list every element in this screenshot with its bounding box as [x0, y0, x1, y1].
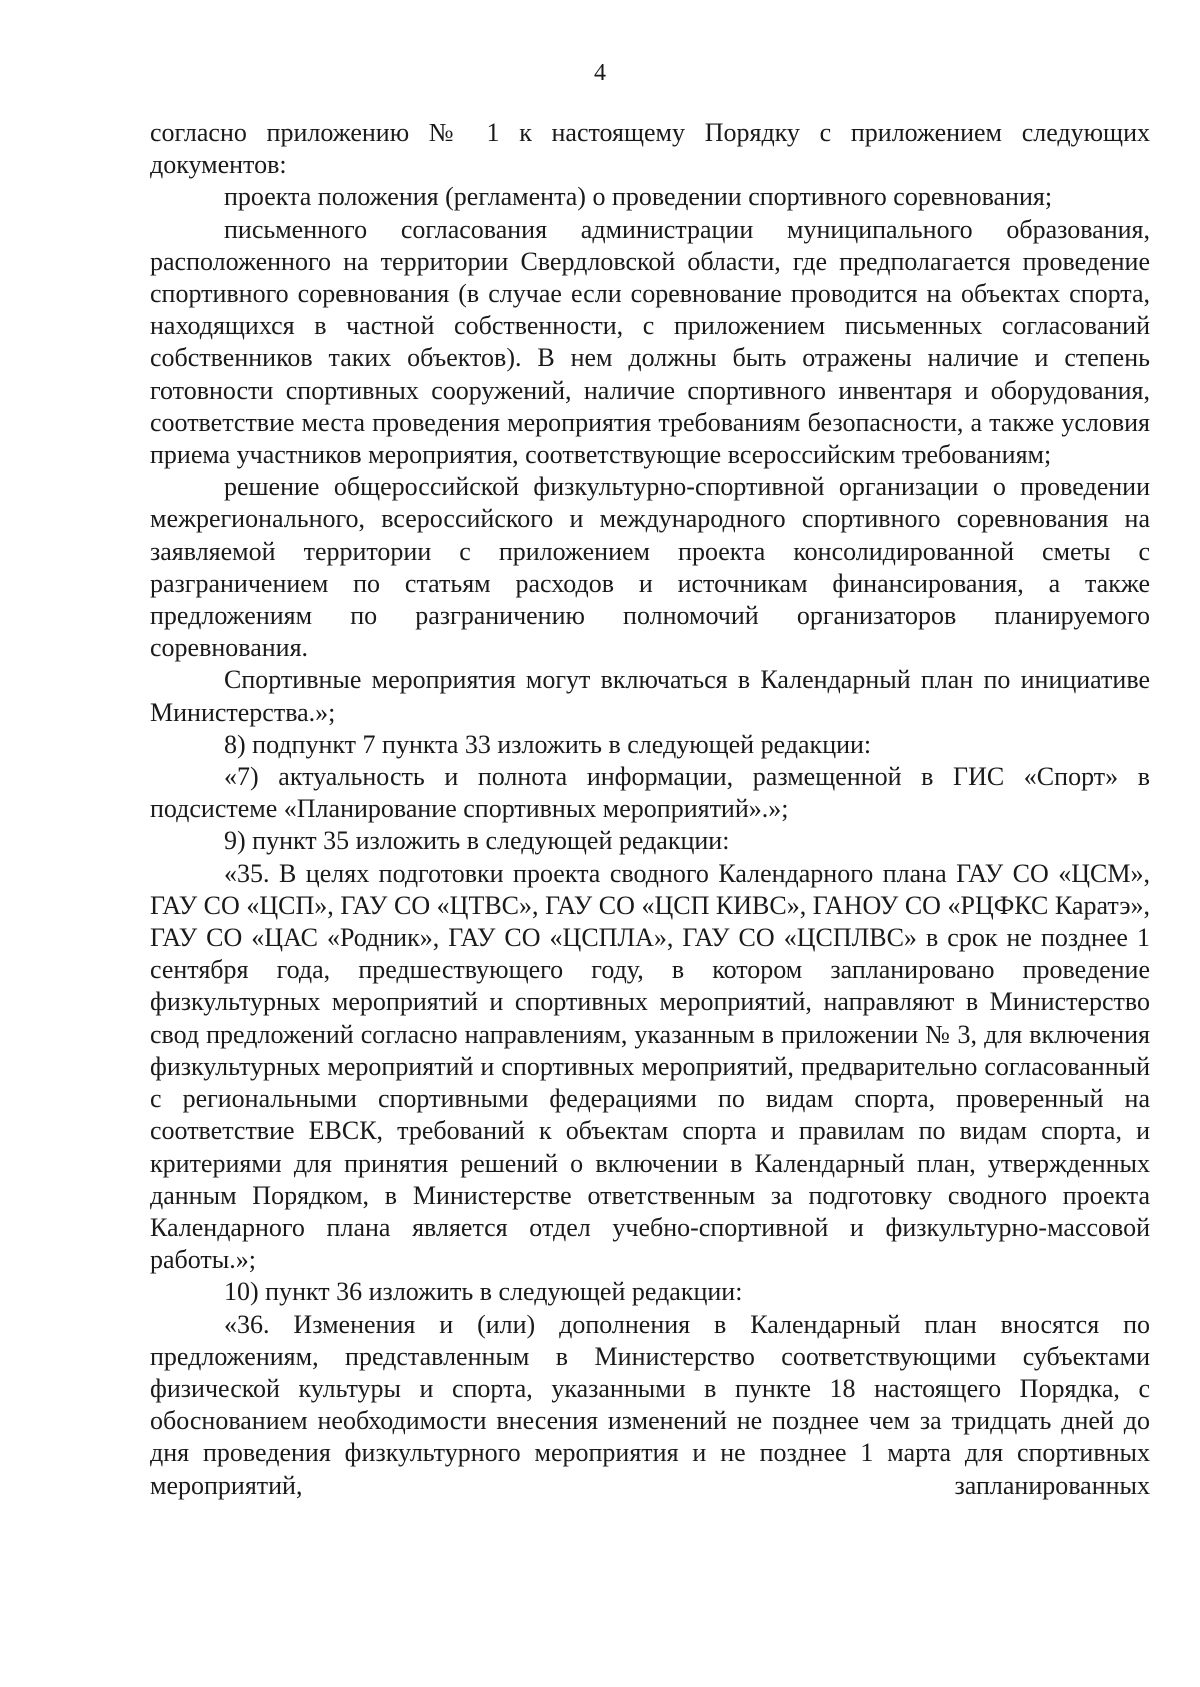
document-body: [150, 117, 1150, 1502]
paragraph-federation-decision: решение общероссийской физкультурно-спортивной организации о проведении межрегионального, всероссийского и международного спортивного соревнования на заявляемой территории с приложением проекта консолидированной сметы с разграничением по статьям расходов и источникам финансирования, а также предложениям по разграничению полномочий организаторов планируемого соревнования.: [150, 472, 1150, 663]
paragraph-documents-intro: согласно приложению № 1 к настоящему Порядку с приложением следующих документов:: [150, 118, 1150, 180]
paragraph-subitem-7: «7) актуальность и полнота информации, размещенной в ГИС «Спорт» в подсистеме «Планирование спортивных мероприятий».»;: [150, 762, 1150, 824]
paragraph-item-10: 10) пункт 36 изложить в следующей редакции:: [224, 1277, 743, 1307]
paragraph-ministry-initiative: Спортивные мероприятия могут включаться в Календарный план по инициативе Министерства.»;: [150, 665, 1150, 727]
paragraph-regulation-draft: проекта положения (регламента) о проведении спортивного соревнования;: [224, 182, 1053, 212]
paragraph-item-9: 9) пункт 35 изложить в следующей редакции:: [224, 826, 730, 856]
paragraph-item-8: 8) подпункт 7 пункта 33 изложить в следующей редакции:: [224, 729, 872, 759]
paragraph-municipal-approval: письменного согласования администрации муниципального образования, расположенного на территории Свердловской области, где предполагается проведение спортивного соревнования (в случае если соревнование проводится на объектах спорта, находящихся в частной собственности, с приложением письменных согласований собственников таких объектов). В нем должны быть отражены наличие и степень готовности спортивных сооружений, наличие спортивного инвентаря и оборудования, соответствие места проведения мероприятия требованиям безопасности, а также условия приема участников мероприятия, соответствующие всероссийским требованиям;: [150, 214, 1150, 470]
page-number: 4: [594, 60, 606, 86]
paragraph-point-36: «36. Изменения и (или) дополнения в Календарный план вносятся по предложениям, представленным в Министерство соответствующими субъектами физической культуры и спорта, указанными в пункте 18 настоящего Порядка, с обоснованием необходимости внесения изменений не позднее чем за тридцать дней до дня проведения физкультурного мероприятия и не позднее 1 марта для спортивных мероприятий, запланированных: [150, 1309, 1150, 1500]
paragraph-point-35: «35. В целях подготовки проекта сводного Календарного плана ГАУ СО «ЦСМ», ГАУ СО «ЦСП», ГАУ СО «ЦТВС», ГАУ СО «ЦСП КИВС», ГАНОУ СО «РЦФКС Каратэ», ГАУ СО «ЦАС «Родник», ГАУ СО «ЦСПЛА», ГАУ СО «ЦСПЛВС» в срок не позднее 1 сентября года, предшествующего году, в котором запланировано проведение физкультурных мероприятий и спортивных мероприятий, направляют в Министерство свод предложений согласно направлениям, указанным в приложении № 3, для включения физкультурных мероприятий и спортивных мероприятий, предварительно согласованный с региональными спортивными федерациями по видам спорта, проверенный на соответствие ЕВСК, требований к объектам спорта и правилам по видам спорта, и критериями для принятия решений о включении в Календарный план, утвержденных данным Порядком, в Министерстве ответственным за подготовку сводного проекта Календарного плана является отдел учебно-спортивной и физкультурно-массовой работы.»;: [150, 858, 1150, 1275]
